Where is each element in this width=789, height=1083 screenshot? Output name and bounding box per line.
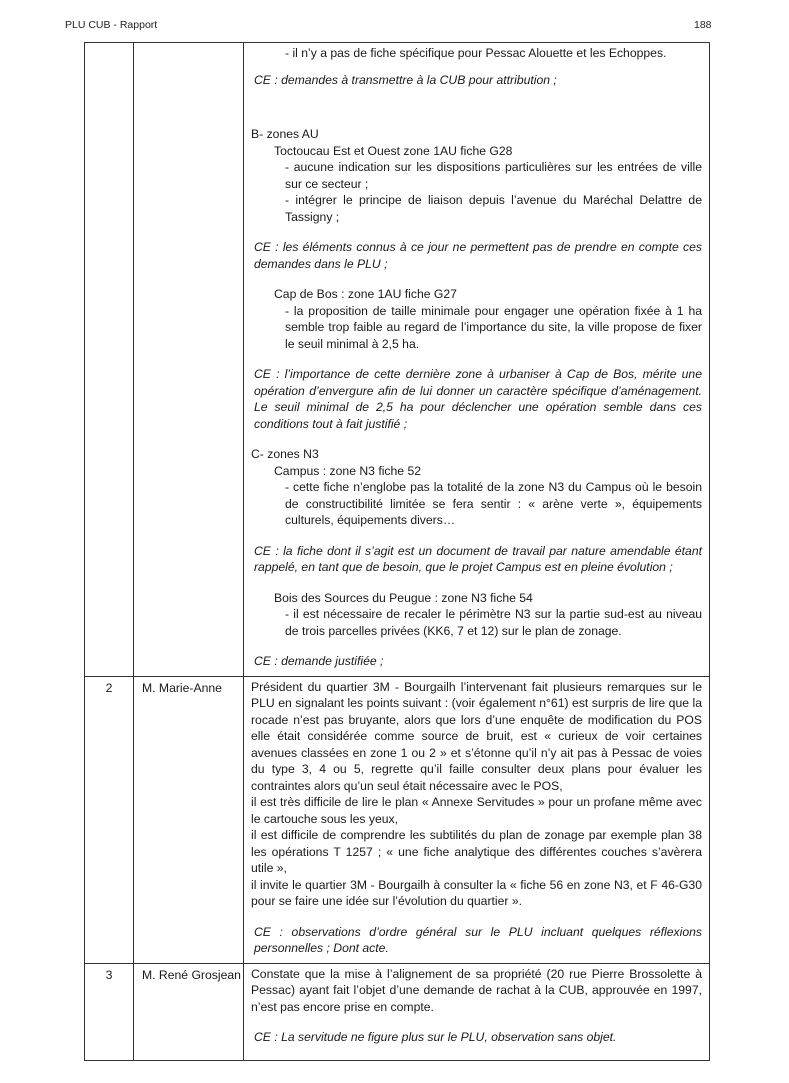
observations-table xyxy=(84,42,710,1061)
observation-cell xyxy=(244,676,710,963)
observation-cell xyxy=(244,43,710,677)
ce-comment: CE : les éléments connus à ce jour ne permettent pas de prendre en compte ces demandes dans le PLU ; xyxy=(254,240,702,271)
ce-comment: CE : La servitude ne figure plus sur le PLU, observation sans objet. xyxy=(254,1030,617,1044)
row-number: 3 xyxy=(85,963,134,1060)
subsection-title: Campus : zone N3 fiche 52 xyxy=(274,463,422,478)
intervenant-name: M. René Grosjean xyxy=(134,963,244,1060)
section-title: C- zones N3 xyxy=(251,447,319,461)
observation-paragraph: il est très difficile de lire le plan « Annexe Servitudes » pour un profane même avec le cartouche sous les yeux, xyxy=(251,795,702,826)
observation-cell xyxy=(244,963,710,1060)
section-title: B- zones AU xyxy=(251,127,319,141)
subsection-title: Toctoucau Est et Ouest zone 1AU fiche G28 xyxy=(274,143,513,158)
subsection-title: Bois des Sources du Peugue : zone N3 fiche 54 xyxy=(274,590,533,605)
ce-comment: CE : observations d’ordre général sur le PLU incluant quelques réflexions personnelles ; Dont acte. xyxy=(254,924,702,955)
ce-comment: CE : demande justifiée ; xyxy=(254,654,384,668)
intervenant-name: M. Marie-Anne xyxy=(134,676,244,963)
list-item: - intégrer le principe de liaison depuis l’avenue du Maréchal Delattre de Tassigny ; xyxy=(285,193,702,224)
row-number xyxy=(85,43,134,677)
observation-paragraph: il est difficile de comprendre les subtilités du plan de zonage par exemple plan 38 les opérations T 1257 ; « une fiche analytique des différentes couches s’avèrera utile », xyxy=(251,828,702,875)
page-number: 188 xyxy=(694,19,712,31)
list-item: - il est nécessaire de recaler le périmètre N3 sur la partie sud-est au niveau de trois parcelles privées (KK6, 7 et 12) sur le plan de zonage. xyxy=(285,607,702,638)
list-item: - il n’y a pas de fiche spécifique pour Pessac Alouette et les Echoppes. xyxy=(285,46,667,60)
intervenant-name xyxy=(134,43,244,677)
table-row xyxy=(85,43,710,677)
list-item: - la proposition de taille minimale pour engager une opération fixée à 1 ha semble trop faible au regard de l’importance du site, la ville propose de fixer le seuil minimal à 2,5 ha. xyxy=(285,303,702,351)
table-row xyxy=(85,963,710,1060)
observation-paragraph: il invite le quartier 3M - Bourgailh à consulter la « fiche 56 en zone N3, et F 46-G30 pour se faire une idée sur l’évolution du quartier ». xyxy=(251,877,702,908)
ce-comment: CE : demandes à transmettre à la CUB pour attribution ; xyxy=(254,72,557,87)
document-header-title: PLU CUB - Rapport xyxy=(65,19,158,31)
subsection-title: Cap de Bos : zone 1AU fiche G27 xyxy=(274,287,457,301)
observation-paragraph: Constate que la mise à l’alignement de sa propriété (20 rue Pierre Brossolette à Pessac) ayant fait l’objet d’une demande de rachat à la CUB, approuvée en 1997, n’est pas encore prise en compte. xyxy=(251,966,702,1014)
ce-comment: CE : l’importance de cette dernière zone à urbaniser à Cap de Bos, mérite une opération d’envergure afin de lui donner un caractère spécifique d’aménagement. Le seuil minimal de 2,5 ha pour déclencher une opération semble dans ces conditions tout à fait justifié ; xyxy=(254,367,702,431)
ce-comment: CE : la fiche dont il s’agit est un document de travail par nature amendable étant rappelé, en tant que de besoin, que le projet Campus est en pleine évolution ; xyxy=(254,543,702,574)
table-row xyxy=(85,676,710,963)
observation-paragraph: Président du quartier 3M - Bourgailh l’intervenant fait plusieurs remarques sur le PLU en signalant les points suivant : (voir également n°61) est surpris de lire que la rocade n’est pas bruyante, alors que lors d’une enquête de modification du POS elle était considérée comme source de bruit, est « curieux de voir certaines avenues classées en zone 1 ou 2 » et s’étonne qu’il n’y ait pas à Pessac de voies du type 3, 4 ou 5, regrette qu’il faille consulter deux plans pour évaluer les contraintes alors qu’un seul était nécessaire avec le POS, xyxy=(251,679,702,793)
list-item: - aucune indication sur les dispositions particulières sur les entrées de ville sur ce secteur ; xyxy=(285,160,702,191)
row-number: 2 xyxy=(85,676,134,963)
list-item: - cette fiche n’englobe pas la totalité de la zone N3 du Campus où le besoin de constructibilité limitée se fera sentir : « arène verte », équipements culturels, équipements divers… xyxy=(285,480,702,527)
